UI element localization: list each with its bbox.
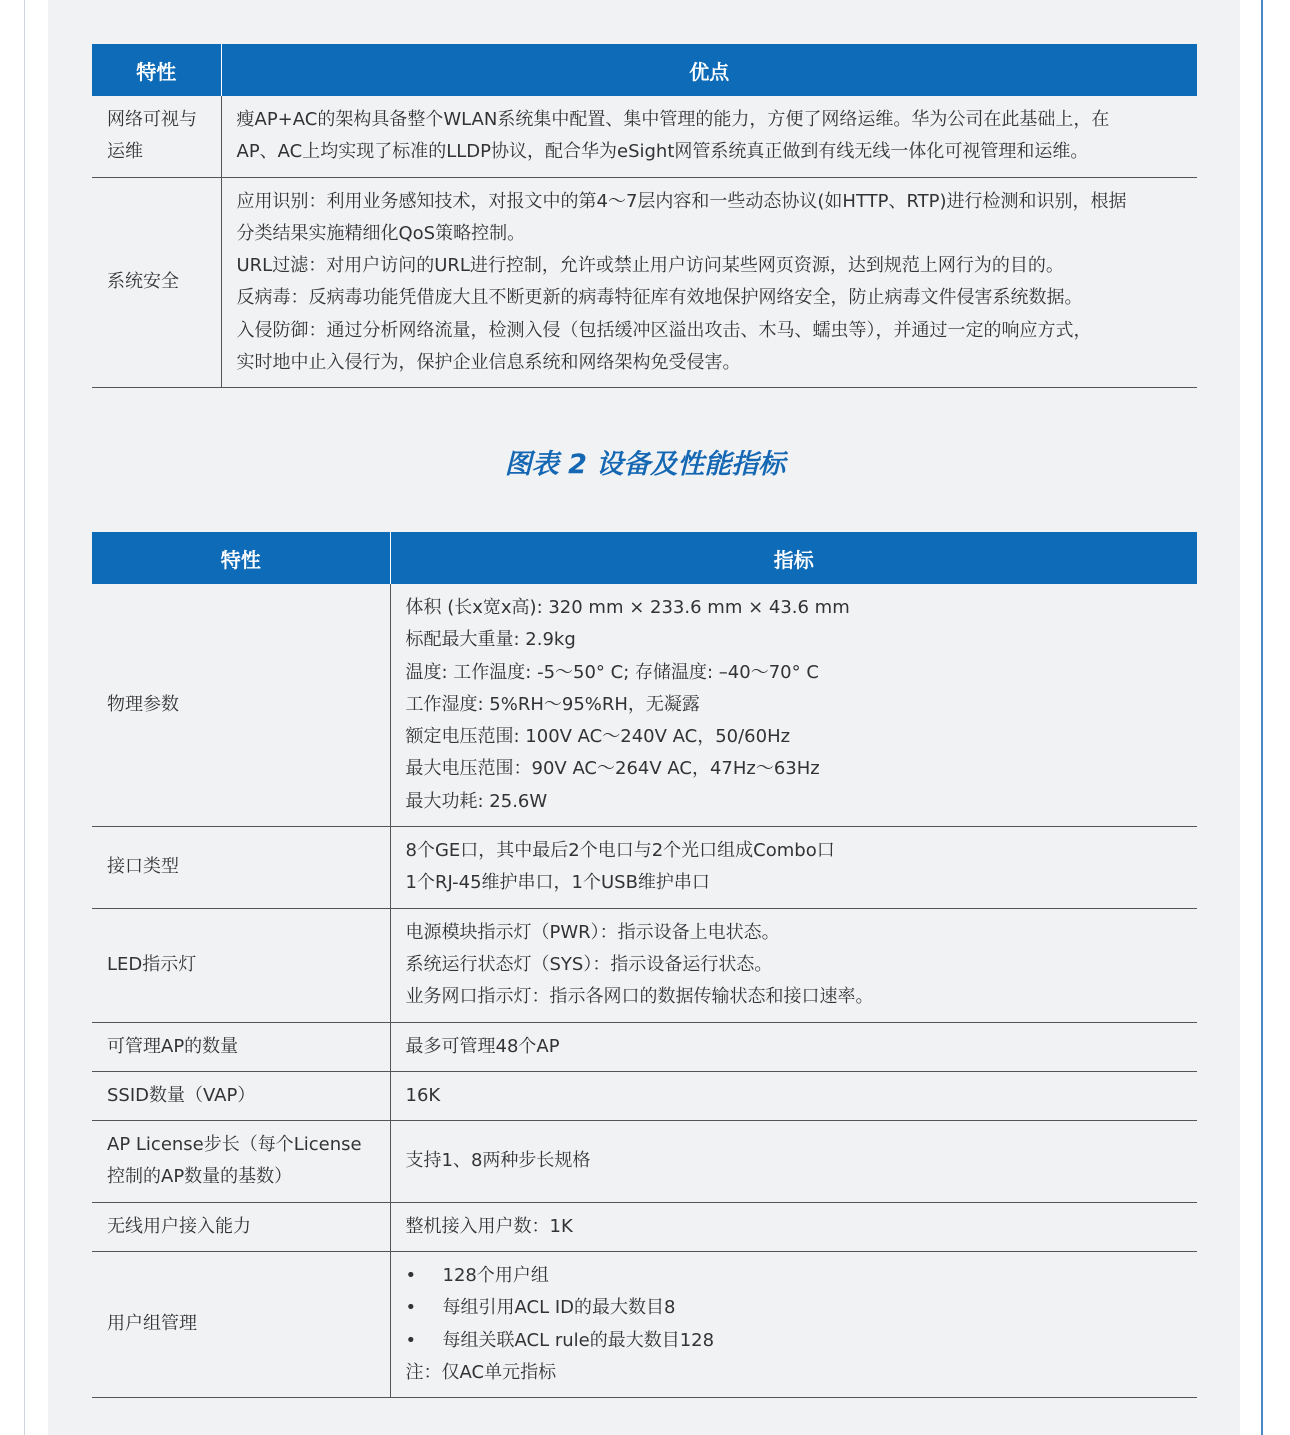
text-line: AP、AC上均实现了标准的LLDP协议，配合华为eSight网管系统真正做到有线无线一体化可视管理和运维。 [236,141,1089,163]
text-line: 最多可管理48个AP [405,1035,560,1057]
column-header-feature: 特性 [92,44,221,96]
text-line: 温度: 工作温度: -5～50° C; 存储温度: –40～70° C [405,661,819,683]
text-line: 标配最大重量: 2.9kg [405,629,576,651]
table-row [92,1202,1197,1251]
figure-caption: 图表 2 设备及性能指标 [504,449,786,480]
text-line: 系统运行状态灯（SYS）：指示设备运行状态。 [405,953,773,975]
note-text: 注：仅AC单元指标 [405,1361,557,1383]
table-row [92,96,1197,177]
bullet-icon: • [405,1265,417,1287]
list-item-text: 每组引用ACL ID的最大数目8 [442,1297,676,1319]
text-line: 入侵防御：通过分析网络流量，检测入侵（包括缓冲区溢出攻击、木马、蠕虫等），并通过一定的响应方式， [236,319,1092,341]
specs-table [92,532,1197,1398]
feature-cell: 用户组管理 [92,1252,390,1398]
feature-cell: 物理参数 [92,584,390,827]
text-line: 瘦AP+AC的架构具备整个WLAN系统集中配置、集中管理的能力，方便了网络运维。华为公司在此基础上，在 [236,109,1110,130]
feature-cell: AP License步长（每个License控制的AP数量的基数） [92,1121,390,1203]
metric-cell [390,1202,1197,1251]
text-line: 分类结果实施精细化QoS策略控制。 [236,222,526,244]
text-line: 额定电压范围: 100V AC～240V AC，50/60Hz [405,726,791,748]
metric-cell [390,908,1197,1022]
metric-cell [390,584,1197,827]
text-line: URL过滤：对用户访问的URL进行控制，允许或禁止用户访问某些网页资源，达到规范上网行为的目的。 [236,255,1064,277]
list-item [406,1260,1184,1292]
table-header-row [92,532,1197,584]
table-row [92,584,1197,827]
feature-cell: 无线用户接入能力 [92,1202,390,1251]
metric-cell [390,827,1197,909]
text-line: 电源模块指示灯（PWR）：指示设备上电状态。 [405,921,780,943]
feature-cell: SSID数量（VAP） [92,1071,390,1120]
text-line: 8个GE口，其中最后2个电口与2个光口组成Combo口 [405,840,835,862]
table-row [92,827,1197,909]
table-row [92,1071,1197,1120]
page-left-edge [24,0,25,1435]
feature-cell: LED指示灯 [92,908,390,1022]
table-row [92,177,1197,388]
text-line: 最大功耗: 25.6W [405,790,548,812]
table-row [92,908,1197,1022]
text-line: 体积 (长x宽x高): 320 mm × 233.6 mm × 43.6 mm [405,597,850,618]
feature-cell: 可管理AP的数量 [92,1022,390,1071]
column-header-advantage: 优点 [221,44,1197,96]
table-row [92,1022,1197,1071]
text-line: 1个RJ-45维护串口，1个USB维护串口 [405,872,710,894]
page-right-edge [1261,0,1263,1435]
list-item-text: 每组关联ACL rule的最大数目128 [442,1329,715,1351]
list-item-text: 128个用户组 [442,1265,549,1287]
text-line: 实时地中止入侵行为，保护企业信息系统和网络架构免受侵害。 [236,352,741,374]
metric-cell [390,1252,1197,1398]
list-item [406,1292,1184,1324]
features-table [92,44,1197,388]
feature-cell: 系统安全 [92,177,221,388]
metric-cell [390,1121,1197,1203]
table-row [92,1121,1197,1203]
feature-cell: 接口类型 [92,827,390,909]
table-header-row [92,44,1197,96]
bullet-icon: • [405,1329,417,1351]
feature-cell: 网络可视与运维 [92,96,221,177]
column-header-feature: 特性 [92,532,390,584]
table-row [92,1252,1197,1398]
metric-cell [390,1022,1197,1071]
text-line: 应用识别：利用业务感知技术，对报文中的第4～7层内容和一些动态协议(如HTTP、RTP)进行检测和识别，根据 [236,190,1127,212]
text-line: 工作湿度: 5%RH～95%RH，无凝露 [405,693,700,715]
text-line: 整机接入用户数：1K [405,1215,573,1237]
text-line: 反病毒：反病毒功能凭借庞大且不断更新的病毒特征库有效地保护网络安全，防止病毒文件侵害系统数据。 [236,287,1083,309]
metric-cell [390,1071,1197,1120]
bullet-icon: • [405,1297,417,1319]
advantage-cell [221,177,1197,388]
text-line: 16K [405,1084,441,1106]
column-header-metric: 指标 [390,532,1197,584]
text-line: 业务网口指示灯：指示各网口的数据传输状态和接口速率。 [405,986,874,1008]
text-line: 支持1、8两种步长规格 [405,1150,591,1172]
text-line: 最大电压范围：90V AC～264V AC，47Hz～63Hz [405,758,820,780]
advantage-cell [221,96,1197,177]
list-item [406,1325,1184,1357]
